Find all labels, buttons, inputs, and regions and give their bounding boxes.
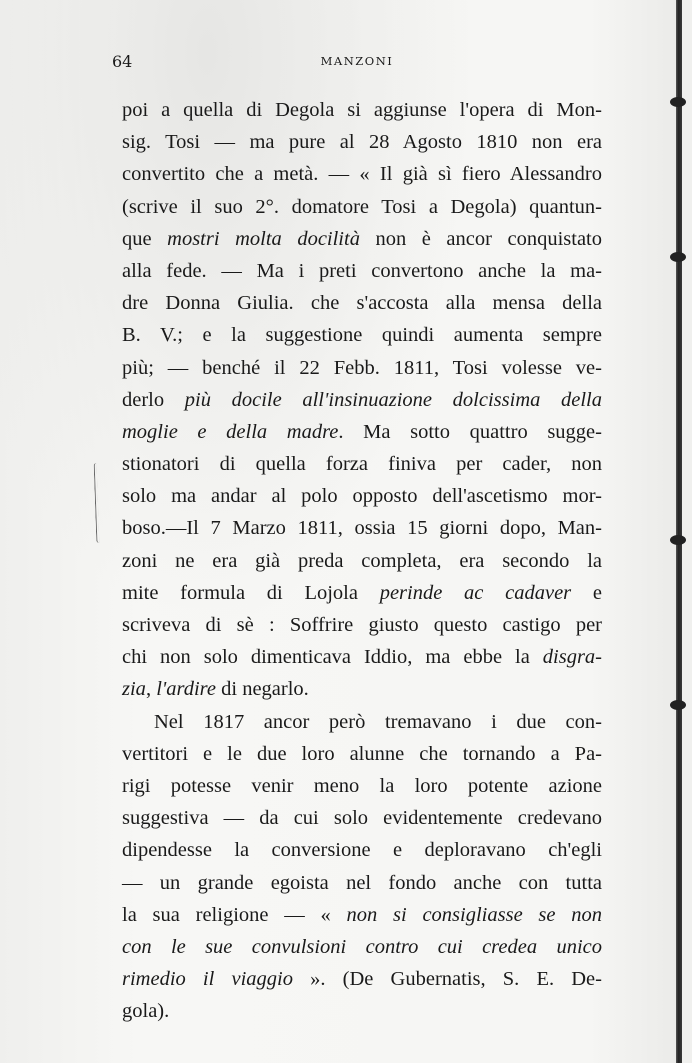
text-line bbox=[122, 416, 602, 448]
text-line bbox=[122, 545, 602, 577]
text-segment: stionatori di quella forza finiva per cader, non bbox=[122, 453, 602, 476]
text-segment: que bbox=[122, 227, 168, 250]
page-number: 64 bbox=[112, 52, 133, 71]
text-segment: dre Donna Giulia. che s'accosta alla mensa della bbox=[122, 292, 602, 315]
text-line bbox=[122, 673, 602, 705]
text-line bbox=[122, 287, 602, 319]
italic-text: perinde ac cadaver bbox=[379, 581, 572, 604]
text-segment: poi a quella di Degola si aggiunse l'opera di Mon- bbox=[122, 99, 602, 121]
italic-text: con le sue convulsioni contro cui credea unico bbox=[122, 935, 602, 958]
text-line bbox=[122, 931, 602, 963]
adjacent-page-edge bbox=[682, 0, 692, 1063]
text-line bbox=[122, 223, 602, 255]
text-segment: B. V.; e la suggestione quindi aumenta sempre bbox=[122, 324, 602, 347]
text-line bbox=[122, 577, 602, 609]
text-segment: alla fede. — Ma i preti convertono anche la ma- bbox=[122, 259, 602, 282]
text-line bbox=[122, 126, 602, 158]
text-segment: derlo bbox=[122, 388, 185, 411]
text-segment: gola). bbox=[122, 1000, 170, 1023]
italic-text: zia bbox=[122, 678, 146, 701]
text-line bbox=[122, 512, 602, 544]
text-segment: chi non solo dimenticava Iddio, ma ebbe la bbox=[122, 646, 543, 669]
text-line bbox=[122, 899, 602, 931]
text-segment: scriveva di sè : Soffrire giusto questo castigo per bbox=[122, 614, 602, 636]
text-segment: più; — benché il 22 Febb. 1811, Tosi volesse ve- bbox=[122, 356, 602, 379]
text-segment: la sua religione — « bbox=[122, 903, 347, 926]
text-segment: convertito che a metà. — « Il già sì fiero Alessandro bbox=[122, 163, 602, 186]
text-line bbox=[122, 191, 602, 223]
text-line bbox=[122, 94, 602, 126]
text-segment: , bbox=[145, 678, 157, 701]
text-line bbox=[122, 609, 602, 641]
italic-text: rimedio il viaggio bbox=[122, 968, 293, 991]
text-line bbox=[122, 834, 602, 866]
text-line bbox=[122, 352, 602, 384]
text-segment: — un grande egoista nel fondo anche con tutta bbox=[122, 871, 602, 894]
text-segment: ». (De Gubernatis, S. E. De- bbox=[292, 968, 602, 991]
italic-text: disgra- bbox=[542, 646, 602, 669]
body-text bbox=[122, 94, 602, 1027]
text-segment: dipendesse la conversione e deploravano ch'egli bbox=[122, 839, 602, 862]
text-line bbox=[122, 963, 602, 995]
text-segment: di negarlo. bbox=[216, 678, 309, 701]
italic-text: non si consigliasse se non bbox=[346, 903, 603, 926]
text-segment: suggestiva — da cui solo evidentemente credevano bbox=[122, 807, 602, 830]
binding-thread-knot bbox=[670, 97, 686, 107]
text-line bbox=[122, 384, 602, 416]
text-segment: solo ma andar al polo opposto dell'ascetismo mor- bbox=[122, 485, 602, 508]
italic-text: più docile all'insinuazione dolcissima della bbox=[184, 388, 603, 411]
text-line bbox=[122, 480, 602, 512]
italic-text: mostri molta docilità bbox=[167, 227, 360, 250]
text-line bbox=[122, 319, 602, 351]
text-line bbox=[122, 255, 602, 287]
text-line bbox=[122, 706, 602, 738]
text-segment: . Ma sotto quattro sugge- bbox=[338, 420, 602, 443]
binding-thread-knot bbox=[670, 535, 686, 545]
margin-pencil-mark bbox=[94, 463, 100, 543]
italic-text: moglie e della madre bbox=[122, 420, 339, 443]
text-line bbox=[122, 158, 602, 190]
text-line bbox=[122, 802, 602, 834]
text-segment: non è ancor conquistato bbox=[359, 227, 602, 250]
text-segment: sig. Tosi — ma pure al 28 Agosto 1810 non era bbox=[122, 131, 602, 154]
text-line bbox=[122, 867, 602, 899]
text-segment: rigi potesse venir meno la loro potente azione bbox=[122, 774, 602, 797]
text-segment: zoni ne era già preda completa, era secondo la bbox=[122, 549, 602, 572]
text-segment: boso.—Il 7 Marzo 1811, ossia 15 giorni dopo, Man- bbox=[122, 517, 602, 540]
text-line bbox=[122, 641, 602, 673]
running-head-title: MANZONI bbox=[320, 54, 394, 68]
running-head bbox=[112, 50, 602, 74]
italic-text: l'ardire bbox=[156, 678, 216, 701]
binding-thread-knot bbox=[670, 252, 686, 262]
text-line bbox=[122, 738, 602, 770]
text-line bbox=[122, 995, 602, 1027]
text-segment: vertitori e le due loro alunne che tornando a Pa- bbox=[122, 742, 602, 765]
text-line bbox=[122, 448, 602, 480]
text-segment: (scrive il suo 2°. domatore Tosi a Degola) quantun- bbox=[122, 195, 602, 218]
text-segment: Nel 1817 ancor però tremavano i due con- bbox=[154, 710, 602, 733]
text-line bbox=[122, 770, 602, 802]
binding-thread-knot bbox=[670, 700, 686, 710]
text-segment: e bbox=[571, 581, 602, 604]
text-segment: mite formula di Lojola bbox=[122, 581, 380, 604]
